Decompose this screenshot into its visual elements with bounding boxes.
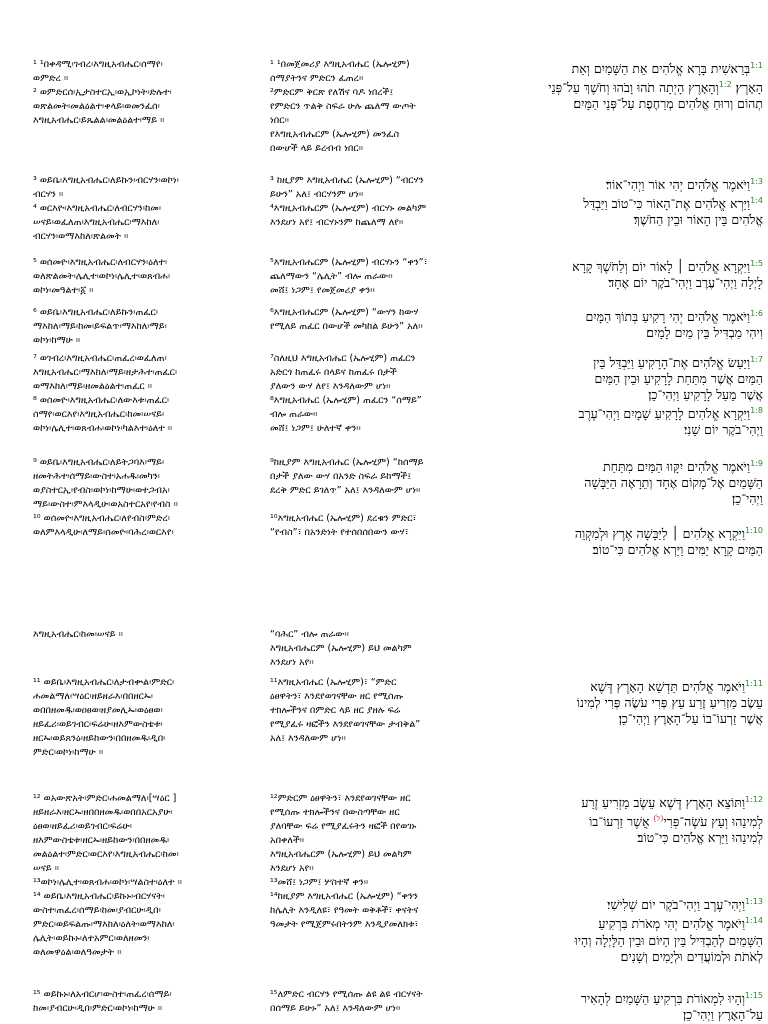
text-line: ¹¹እግዚአብሔር (ኤሎሂም)፣ “ምድር bbox=[270, 677, 397, 688]
text-line: መልዕልተ፡ምድር፡ወርእየ፡እግዚአብሔር፡ከመ፡ bbox=[33, 849, 179, 860]
text-line: ወኮነ፡ከማሁ ። bbox=[33, 335, 81, 346]
text-line: ወማእከለ፡ማይ፡ዘመልዕልተ፡ጠፈር ። bbox=[33, 381, 153, 392]
text-line: אֱלֹהִים בֵּין הָאוֹר וּבֵין הַחֹשֶׁךְ׃ bbox=[633, 212, 763, 228]
text-line: ይሁን” አለ፤ ብርሃንም ሆነ፡፡ bbox=[270, 189, 364, 200]
text-line: አበቀለች፡፡ bbox=[270, 835, 305, 846]
text-line: $^{1:12}$וַתּוֹצֵא הָאָרֶץ דֶּשֶׁא עֵשֶׂב מַזְרִיעַ זֶרַע bbox=[581, 795, 763, 811]
text-line: $^{1:11}$וַיֹּאמֶר אֱלֹהִים תַּדְשֵׁא הָאָרֶץ דֶּשֶׁא bbox=[590, 679, 763, 695]
text-line: ነበር፡፡ bbox=[270, 115, 289, 126]
text-line: እግዚአብሔርም (ኤሎሂም) ይህ መልካም bbox=[270, 643, 412, 654]
text-line: ² ወምድርሰ፡ኢታስተርኢ፡ወኢኮነት፡ድሉተ፡ bbox=[33, 87, 172, 98]
text-line: $^{1:1}$בְּרֵאשִׁית בָּרָא אֱלֹהִים אֵת הַשָּׁמַיִם וְאֵת bbox=[571, 61, 763, 77]
text-line: $^{1:15}$וְהָיוּ לִמְאוֹרֹת בִּרְקִיעַ הַשָּׁמַיִם לְהָאִיר bbox=[580, 991, 763, 1007]
text-line: ብሎ ጠራው፡፡ bbox=[270, 409, 318, 420]
text-line: ዘመትሕተ፡ሰማይ፡ውስተ፡አሐዱ፡መካን፡ bbox=[33, 471, 160, 482]
geez-column-cell bbox=[33, 352, 255, 436]
text-line: ²ምድርም ቅርጽ የለሽና ባዶ ነበረች፤ bbox=[270, 87, 394, 98]
text-line: እንደሆነ አየ፡፡ bbox=[270, 657, 314, 668]
text-line: “ባሕር” ብሎ ጠራው፡፡ bbox=[270, 629, 349, 640]
text-line: እንደሆነ አየ፤ ብርሃኑንም ከጨለማ ለየ፡፡ bbox=[270, 217, 404, 228]
amharic-column-cell bbox=[270, 988, 502, 1016]
text-line: አለ፤ እንዳለውም ሆነ፡፡ bbox=[270, 733, 346, 744]
text-line: በታች ያለው ውሃ በአንድ ስፍራ ይከማች፤ bbox=[270, 471, 412, 482]
geez-column-cell bbox=[33, 456, 255, 540]
text-line: እግዚአብሔር፡ማእከለ፡ማይ፡ዘታሕተ፡ጠፈር፡ bbox=[33, 367, 178, 378]
geez-column-cell bbox=[33, 676, 255, 760]
text-line: ¹²ምድርም ዕፀዋትን፣ እንደየወገናቸው ዘር bbox=[270, 793, 411, 804]
text-line: የሚለይ ጠፈር በውሆች መካከል ይሁን” አለ፡፡ bbox=[270, 321, 423, 332]
amharic-column-cell bbox=[270, 676, 502, 746]
text-line: ⁷ ወገብረ፡እግዚአብሔር፡ጠፈረ፡ወፈለጠ፡ bbox=[33, 353, 167, 364]
text-line: ¹³ወኮነ፡ሌሊተ፡ወጸብሐ፡ወኮነ፡ሣልስተ፡ዕለተ ። bbox=[33, 877, 182, 888]
text-line: ወበበዘመዱ፡ወዐፀወ፡ዘያመሊኡ፡ወዕፀወ፡ bbox=[33, 705, 163, 716]
text-line: እግዚአብሔር፡ይጼልል፡መልዕልተ፡ማይ ። bbox=[33, 115, 165, 126]
hebrew-column-cell bbox=[508, 256, 763, 291]
text-line: $^{1:3}$וַיֹּאמֶר אֱלֹהִים יְהִי אוֹר וַיְהִי־אוֹר׃ bbox=[605, 177, 763, 193]
text-line: በሰማይ ይሁኑ” አለ፤ እንዳለውም ሆነ፡፡ bbox=[270, 1003, 401, 1014]
text-line: $^{1:8}$וַיִּקְרָא אֱלֹהִים לָרָקִיעַ שָׁמָיִם וַיְהִי־עֶרֶב bbox=[578, 406, 763, 422]
text-line: ሠናይ ። bbox=[33, 863, 60, 874]
text-line: עֵשֶׂב מַזְרִיעַ זֶרַע עֵץ פְּרִי עֹשֶׂה פְּרִי לְמִינוֹ bbox=[576, 695, 763, 711]
geez-column-cell bbox=[33, 256, 255, 298]
text-line: וִיהִי מַבְדִּיל בֵּין מַיִם לָמָיִם׃ bbox=[646, 325, 763, 341]
text-line: ወለመዋዕል፡ወለዓመታት ። bbox=[33, 947, 122, 958]
text-line: הַשָּׁמַיִם אֶל־מָקוֹם אֶחָד וְתֵרָאֶה הַיַּבָּשָׁה bbox=[584, 475, 763, 491]
text-line: በውሆች ላይ ይረብብ ነበር፡፡ bbox=[270, 143, 364, 154]
text-line: ¹¹ ወይቤ፡እግዚአብሔር፡ለታብቍል፡ምድር፡ bbox=[33, 677, 175, 688]
text-line: ¹² ወአውጽአት፡ምድር፡ሐመልማለ፡[ሣዕር ] bbox=[33, 793, 177, 804]
text-line: $^{1:14}$וַיֹּאמֶר אֱלֹהִים יְהִי מְאֹרֹת בִּרְקִיעַ bbox=[598, 916, 763, 932]
text-line: የሚያፈሩ ዛፎችን እንደየወገናቸው ታብቅል” bbox=[270, 719, 421, 730]
text-line: וַיְהִי־כֵן׃ bbox=[731, 491, 763, 507]
amharic-column-cell bbox=[270, 628, 502, 670]
amharic-column-cell bbox=[270, 306, 502, 334]
amharic-column-cell bbox=[270, 174, 502, 230]
geez-column-cell bbox=[33, 58, 255, 128]
text-line: ብርሃን ። bbox=[33, 189, 64, 200]
text-line bbox=[508, 507, 763, 523]
text-line: ብርሃን፡ወማእከለ፡ጽልመት ። bbox=[33, 231, 129, 242]
text-line: ወኮነ፡መዓልተ፡፩ ። bbox=[33, 285, 94, 296]
hebrew-column-cell bbox=[508, 306, 763, 341]
amharic-column-cell bbox=[270, 58, 502, 156]
text-line: הַמַּיִם קָרָא יַמִּים וַיַּרְא אֱלֹהִים כִּי־טוֹב׃ bbox=[592, 542, 763, 558]
text-line: ወኮነ፡ሌሊተ፡ወጸብሐ፡ወኮነ፡ካልእተ፡ዕለተ ። bbox=[33, 423, 173, 434]
text-line: ¹⁵ለምድር ብርሃን የሚሰጡ ልዩ ልዩ ብርሃናት bbox=[270, 989, 423, 1000]
text-line: ¹ ¹በመጀመሪያ እግዚአብሔር (ኤሎሂም) bbox=[270, 59, 410, 70]
text-line: $^{1:9}$וַיֹּאמֶר אֱלֹהִים יִקָּווּ הַמַּיִם מִתַּחַת bbox=[602, 459, 763, 475]
text-line: ሰማያትንና ምድርን ፈጠረ፡፡ bbox=[270, 73, 364, 84]
text-line: ⁹ከዚያም እግዚአብሔር (ኤሎሂም) “ከሰማይ bbox=[270, 457, 424, 468]
text-line: ዕፀዋትን፣ እንደየወገናቸው ዘር የሚሰጡ bbox=[270, 691, 404, 702]
text-line: ወለምእላዲሁ፡ለማይ፡ሰመዮ፡ባሕረ፡ወርእየ፡ bbox=[33, 527, 174, 538]
text-line: $^{1:13}$וַיְהִי־עֶרֶב וַיְהִי־בֹקֶר יוֹם שְׁלִישִׁי׃ bbox=[607, 897, 763, 913]
text-line: הַמַּיִם אֲשֶׁר מִתַּחַת לָרָקִיעַ וּבֵין הַמַּיִם bbox=[594, 371, 763, 387]
text-line bbox=[508, 878, 763, 894]
text-line: הַשָּׁמַיִם לְהַבְדִּיל בֵּין הַיּוֹם וּבֵין הַלָּיְלָה וְהָיוּ bbox=[574, 932, 763, 948]
text-line: እግዚአብሔር፡ከመ፡ሠናይ ። bbox=[33, 629, 123, 640]
amharic-column-cell bbox=[270, 352, 502, 436]
text-line bbox=[508, 862, 763, 878]
text-line: ⁸እግዚአብሔር (ኤሎሂም) ጠፈርን “ሰማይ” bbox=[270, 395, 422, 406]
geez-column-cell bbox=[33, 306, 255, 348]
text-line: ⁹ ወይቤ፡እግዚአብሔር፡ለይትጋባእ፡ማይ፡ bbox=[33, 457, 165, 468]
geez-column-cell bbox=[33, 792, 255, 960]
text-line: ምድር፡ወኮነ፡ከማሁ ። bbox=[33, 747, 104, 758]
text-line: ³ ከዚያም እግዚአብሔር (ኤሎሂም) “ብርሃን bbox=[270, 175, 424, 186]
text-line: ወያስተርኢ፡የብስ፡ወኮነ፡ከማሁ፡ወተጋብአ፡ bbox=[33, 485, 170, 496]
text-line: ወጽልመት፡መልዕልተ፡ቀላይ፡ወመንፈሰ፡ bbox=[33, 101, 160, 112]
text-line: ምድር፡ወይፍልጡ፡ማእከለ፡ዕለት፡ወማእከለ፡ bbox=[33, 919, 175, 930]
text-line: ¹⁴ ወይቤ፡እግዚአብሔር፡ይኩኑ፡ብርሃናት፡ bbox=[33, 891, 165, 902]
text-line: ማእከለ፡ማይ፡ከመ፡ይፍልጥ፡ማእከለ፡ማይ፡ bbox=[33, 321, 167, 332]
text-line: እግዚአብሔርም (ኤሎሂም) ይህ መልካም bbox=[270, 849, 412, 860]
text-line bbox=[508, 846, 763, 862]
text-line: ሠናይ፡ወፈለጠ፡እግዚአብሔር፡ማእከለ፡ bbox=[33, 217, 160, 228]
text-line: ከመ፡ያብርሁ፡ዲበ፡ምድር፡ወኮነ፡ከማሁ ። bbox=[33, 1003, 163, 1014]
text-line: የምድርን ጥልቅ ስፍራ ሁሉ ጨለማ ውጦት bbox=[270, 101, 416, 112]
text-line: ዘርኡ፡ወይጸንዕ፡ዘይከውን፡በበዘመዱ፡ዲበ፡ bbox=[33, 733, 166, 744]
text-line: תְהוֹם וְרוּחַ אֱלֹהִים מְרַחֶפֶת עַל־פְּנֵי הַמָּיִם׃ bbox=[573, 96, 763, 112]
text-line: אֲשֶׁר מֵעַל לָרָקִיעַ וַיְהִי־כֵן׃ bbox=[648, 387, 763, 403]
text-line: ¹³መሸ፤ ነጋም፤ ሦስተኛ ቀን፡፡ bbox=[270, 877, 369, 888]
text-line: ውስተ፡ጠፈረ፡ሰማይ፡ከመ፡ያብርሁ፡ዲበ፡ bbox=[33, 905, 161, 916]
text-line: ዘእምውስቴቱ፡ዘርኡ፡ዘይከውን፡በበዘመዱ፡ bbox=[33, 835, 170, 846]
text-line: የሚሰጡ ተክሎችንና በውስጣቸው ዘር bbox=[270, 807, 400, 818]
text-line: ¹⁰እግዚአብሔር (ኤሎሂም) ደረቁን ምድር፣ bbox=[270, 513, 417, 524]
text-line: ከሌሊት እንዲለዩ፣ የዓመት ወቅቶች፣ ቀናትና bbox=[270, 905, 419, 916]
text-line: ያለውን ውሃ ለየ፤ እንዳለውም ሆነ፡፡ bbox=[270, 381, 391, 392]
text-line: የእግዚአብሔርም (ኤሎሂም) መንፈስ bbox=[270, 129, 400, 140]
text-line: መሸ፤ ነጋም፤ ሁለተኛ ቀን፡፡ bbox=[270, 423, 361, 434]
text-line: ¹⁴ከዚያም እግዚአብሔር (ኤሎሂም) “ቀንን bbox=[270, 891, 418, 902]
text-line: መሸ፤ ነጋም፤ የመጀመሪያ ቀን፡፡ bbox=[270, 285, 375, 296]
text-line: לְמִינֵהוּ וְעֵץ עֹשֶׂה־פְּרִי$^{(ל)}$ אֲשֶׁר זַרְעוֹ־בוֹ bbox=[589, 814, 763, 830]
text-line bbox=[508, 628, 763, 644]
text-line: וַיְהִי־בֹקֶר יוֹם שֵׁנִי׃ bbox=[684, 422, 763, 438]
text-line: $^{1:5}$וַיִּקְרָא אֱלֹהִים ׀ לָאוֹר יוֹם וְלַחֹשֶׁךְ קָרָא bbox=[572, 259, 763, 275]
text-line: ማይ፡ውስተ፡ምእላዲሁ፡ወአስተርአየ፡የብስ ። bbox=[33, 499, 178, 510]
hebrew-column-cell bbox=[508, 628, 763, 644]
text-line: ⁸ ወሰመዮ፡እግዚአብሔር፡ለውእቱ፡ጠፈር፡ bbox=[33, 395, 170, 406]
text-line: לָיְלָה וַיְהִי־עֶרֶב וַיְהִי־בֹקֶר יוֹם אֶחָד׃ bbox=[608, 275, 763, 291]
text-line: ⁴እግዚአብሔርም (ኤሎሂም) ብርሃኑ መልካም bbox=[270, 203, 427, 214]
hebrew-column-cell bbox=[508, 988, 763, 1023]
hebrew-column-cell bbox=[508, 456, 763, 558]
hebrew-column-cell bbox=[508, 174, 763, 228]
text-line: ¹ ¹በቀዳሚ፡ገብረ፡እግዚአብሔር፡ሰማየ፡ bbox=[33, 59, 163, 70]
text-line: עַל־הָאָרֶץ וַיְהִי־כֵן׃ bbox=[682, 1007, 763, 1023]
hebrew-column-cell bbox=[508, 352, 763, 438]
text-line: הָאָרֶץ׃ $^{1:2}$וְהָאָרֶץ הָיְתָה תֹהוּ וָבֹהוּ וְחֹשֶׁךְ עַל־פְּנֵי bbox=[548, 80, 763, 96]
text-line: ⁶እግዚአብሔርም (ኤሎሂም) “ውሃን ከውሃ bbox=[270, 307, 419, 318]
geez-column-cell bbox=[33, 174, 255, 244]
text-line: ⁷ስለዚህ እግዚአብሔር (ኤሎሂም) ጠፈርን bbox=[270, 353, 416, 364]
text-line: ሌሊት፡ወይኩኑ፡ለተአምር፡ወለዘመን፡ bbox=[33, 933, 150, 944]
geez-column-cell bbox=[33, 988, 255, 1016]
text-line: $^{1:4}$וַיַּרְא אֱלֹהִים אֶת־הָאוֹר כִּי־טוֹב וַיַּבְדֵּל bbox=[583, 196, 763, 212]
hebrew-column-cell bbox=[508, 676, 763, 727]
text-line: ዕፀወ፡ዘይፈሪ፡ወይገብር፡ፍሬሁ፡ bbox=[33, 821, 132, 832]
text-line: አድርጎ ከጠፈሩ በላይና ከጠፈሩ በታች bbox=[270, 367, 397, 378]
hebrew-column-cell bbox=[508, 792, 763, 965]
geez-column-cell bbox=[33, 628, 255, 642]
text-line: $^{1:7}$וַיַּעַשׂ אֱלֹהִים אֶת־הָרָקִיעַ וַיַּבְדֵּל בֵּין bbox=[593, 355, 763, 371]
text-line: ¹⁰ ወሰመዮ፡እግዚአብሔር፡ለየብስ፡ምድረ፡ bbox=[33, 513, 170, 524]
text-line: ⁴ ወርእዮ፡እግዚአብሔር፡ለብርሃን፡ከመ፡ bbox=[33, 203, 162, 214]
text-line: ዓመታት የሚጀምሩበትንም እንዲያመለክቱ፣ bbox=[270, 919, 419, 930]
amharic-column-cell bbox=[270, 792, 502, 932]
text-line: ³ ወይቤ፡እግዚአብሔር፡ለይኩን፡ብርሃን፡ወኮነ፡ bbox=[33, 175, 179, 186]
text-line: ወለጽልመት፡ሌሊተ፡ወኮነ፡ሌሊተ፡ወጸብሐ፡ bbox=[33, 271, 171, 282]
amharic-column-cell bbox=[270, 256, 502, 298]
text-line: ¹⁵ ወይኩኑ፡ለአብርሆ፡ውስተ፡ጠፈረ፡ሰማይ፡ bbox=[33, 989, 172, 1000]
text-line: אֲשֶׁר זַרְעוֹ־בוֹ עַל־הָאָרֶץ וַיְהִי־כֵן׃ bbox=[618, 711, 763, 727]
text-line: ያለባቸው ፍሬ የሚያፈሩትን ዛፎች በየወገኑ bbox=[270, 821, 417, 832]
text-line bbox=[270, 498, 502, 512]
text-line: $^{1:10}$וַיִּקְרָא אֱלֹהִים ׀ לַיַּבָּשָׁה אֶרֶץ וּלְמִקְוֵה bbox=[574, 526, 763, 542]
text-line: ደረቅ ምድር ይገለጥ” አለ፤ እንዳለውም ሆነ፡፡ bbox=[270, 485, 421, 496]
text-line: $^{1:6}$וַיֹּאמֶר אֱלֹהִים יְהִי רָקִיעַ בְּתוֹךְ הַמָּיִם bbox=[585, 309, 763, 325]
text-line: ⁵እግዚአብሔርም (ኤሎሂም) ብርሃኑን “ቀን”፣ bbox=[270, 257, 428, 268]
text-line: לְמִינֵהוּ וַיַּרְא אֱלֹהִים כִּי־טוֹב׃ bbox=[637, 830, 763, 846]
text-line: ተክሎችንና በምድር ላይ ዘር ያዘሉ ፍሬ bbox=[270, 705, 401, 716]
text-line: לְאֹתֹת וּלְמוֹעֲדִים וּלְיָמִים וְשָׁנִים׃ bbox=[620, 948, 763, 964]
hebrew-column-cell bbox=[508, 58, 763, 112]
text-line: ሰማየ፡ወርእየ፡እግዚአብሔር፡ከመ፡ሠናይ፡ bbox=[33, 409, 165, 420]
text-line: ሐመልማለ፡ሣዕር፡ዘይዘራእ፡በበዘርኡ፡ bbox=[33, 691, 153, 702]
amharic-column-cell bbox=[270, 456, 502, 540]
text-line: ዘይዘራእ፡ዘርኡ፡ዘበበዘመዱ፡ወበበአርአያሁ፡ bbox=[33, 807, 173, 818]
text-line: ወምድረ ። bbox=[33, 73, 69, 84]
text-line: “የብስ”፣ በአንድነት የተሰበሰበውን ውሃ፣ bbox=[270, 527, 409, 538]
text-line: ⁵ ወሰመዮ፡እግዚአብሔር፡ለብርሃን፡ዕለተ፡ bbox=[33, 257, 168, 268]
text-line: ጨለማውን “ሌሊት” ብሎ ጠራው፡፡ bbox=[270, 271, 393, 282]
text-line: ⁶ ወይቤ፡እግዚአብሔር፡ለይኩን፡ጠፈር፡ bbox=[33, 307, 158, 318]
text-line: እንደሆነ አየ፡፡ bbox=[270, 863, 314, 874]
text-line: ዘይፈሪ፡ወይገብር፡ፍሬሁ፡ዘእምውስቴቱ፡ bbox=[33, 719, 163, 730]
